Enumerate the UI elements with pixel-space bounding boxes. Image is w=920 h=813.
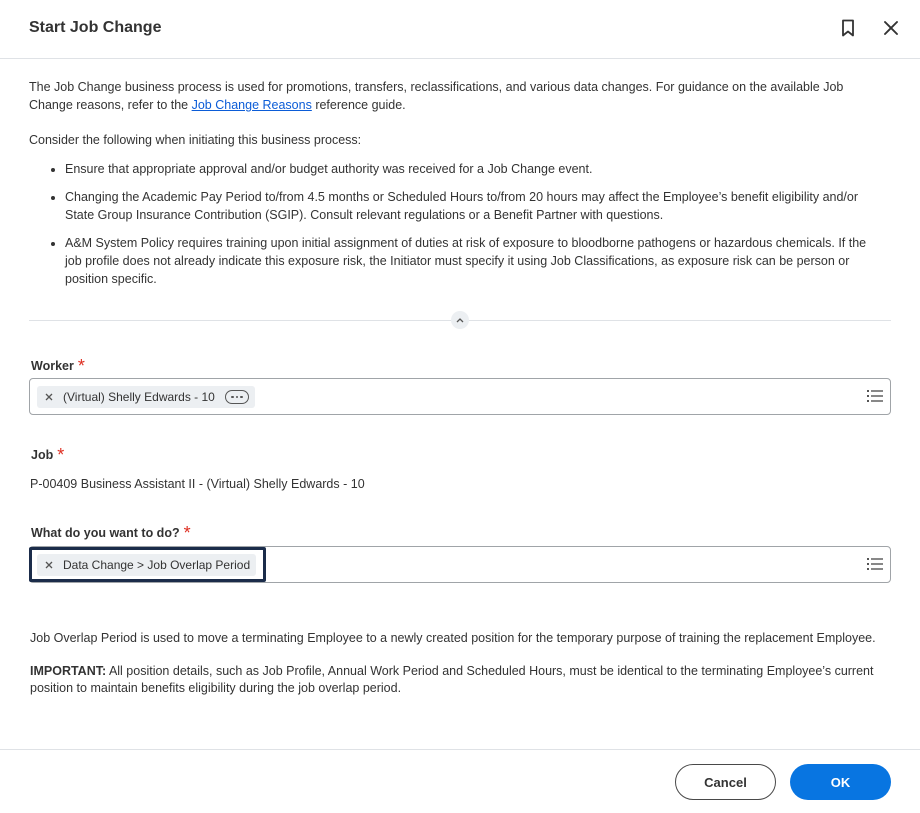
guidance-list xyxy=(29,160,869,298)
job-value: P-00409 Business Assistant II - (Virtual) Shelly Edwards - 10 xyxy=(30,477,365,491)
job-change-reasons-link[interactable]: Job Change Reasons xyxy=(191,98,312,112)
worker-label-text: Worker xyxy=(31,359,74,373)
action-label-text: What do you want to do? xyxy=(31,526,180,540)
job-label-text: Job xyxy=(31,448,54,462)
required-marker: * xyxy=(77,356,85,376)
dialog-header xyxy=(0,0,920,59)
ok-button[interactable]: OK xyxy=(790,764,891,800)
remove-icon[interactable] xyxy=(43,559,55,571)
close-icon[interactable] xyxy=(880,17,902,39)
worker-pill xyxy=(37,386,255,408)
dialog-title: Start Job Change xyxy=(29,19,162,36)
worker-value: (Virtual) Shelly Edwards - 10 xyxy=(63,390,215,404)
important-label: IMPORTANT: xyxy=(30,664,107,678)
guidance-item: • Ensure that appropriate approval and/or budget authority was received for a Job Change event. xyxy=(65,160,869,178)
action-pill xyxy=(37,554,256,576)
required-marker: * xyxy=(183,523,191,543)
related-actions-icon[interactable] xyxy=(225,390,249,404)
intro-text-start: The Job Change business process is used for promotions, transfers, reclassifications, and various data changes. For guidance on the available Job Change reasons, refer to the xyxy=(29,80,844,112)
bookmark-icon[interactable] xyxy=(837,17,859,39)
intro-text xyxy=(29,78,869,114)
worker-field[interactable] xyxy=(29,378,891,415)
overlap-note: Job Overlap Period is used to move a terminating Employee to a newly created position for the temporary purpose of training the replacement Employee. xyxy=(30,631,876,645)
prompt-list-icon[interactable] xyxy=(867,557,883,571)
required-marker: * xyxy=(57,445,65,465)
action-value: Data Change > Job Overlap Period xyxy=(63,558,251,572)
guidance-item: • Changing the Academic Pay Period to/from 4.5 months or Scheduled Hours to/from 20 hours may affect the Employee’s benefit eligibility and/or State Group Insurance Contribution (SGIP). Consult relevant regulations or a Benefit Partner with questions. xyxy=(65,188,869,224)
cancel-button[interactable]: Cancel xyxy=(675,764,776,800)
job-label xyxy=(31,443,64,464)
worker-label xyxy=(31,354,85,375)
intro-text-end: reference guide. xyxy=(311,98,406,112)
important-text: All position details, such as Job Profile, Annual Work Period and Scheduled Hours, must be identical to the terminating Employee’s current position to maintain benefits eligibility during the job overlap period. xyxy=(30,664,874,695)
action-label xyxy=(31,521,191,542)
prompt-list-icon[interactable] xyxy=(867,389,883,403)
footer-divider xyxy=(0,749,920,750)
guidance-item: • A&M System Policy requires training upon initial assignment of duties at risk of exposure to bloodborne pathogens or hazardous chemicals. If the job profile does not already indicate this exposure risk, the Initiator must specify it using Job Classifications, as exposure risk can be person or position specific. xyxy=(65,234,869,288)
chevron-up-icon[interactable] xyxy=(451,311,469,329)
action-field[interactable] xyxy=(29,546,891,583)
remove-icon[interactable] xyxy=(43,391,55,403)
important-note xyxy=(30,663,890,697)
consider-heading: Consider the following when initiating this business process: xyxy=(29,133,362,147)
